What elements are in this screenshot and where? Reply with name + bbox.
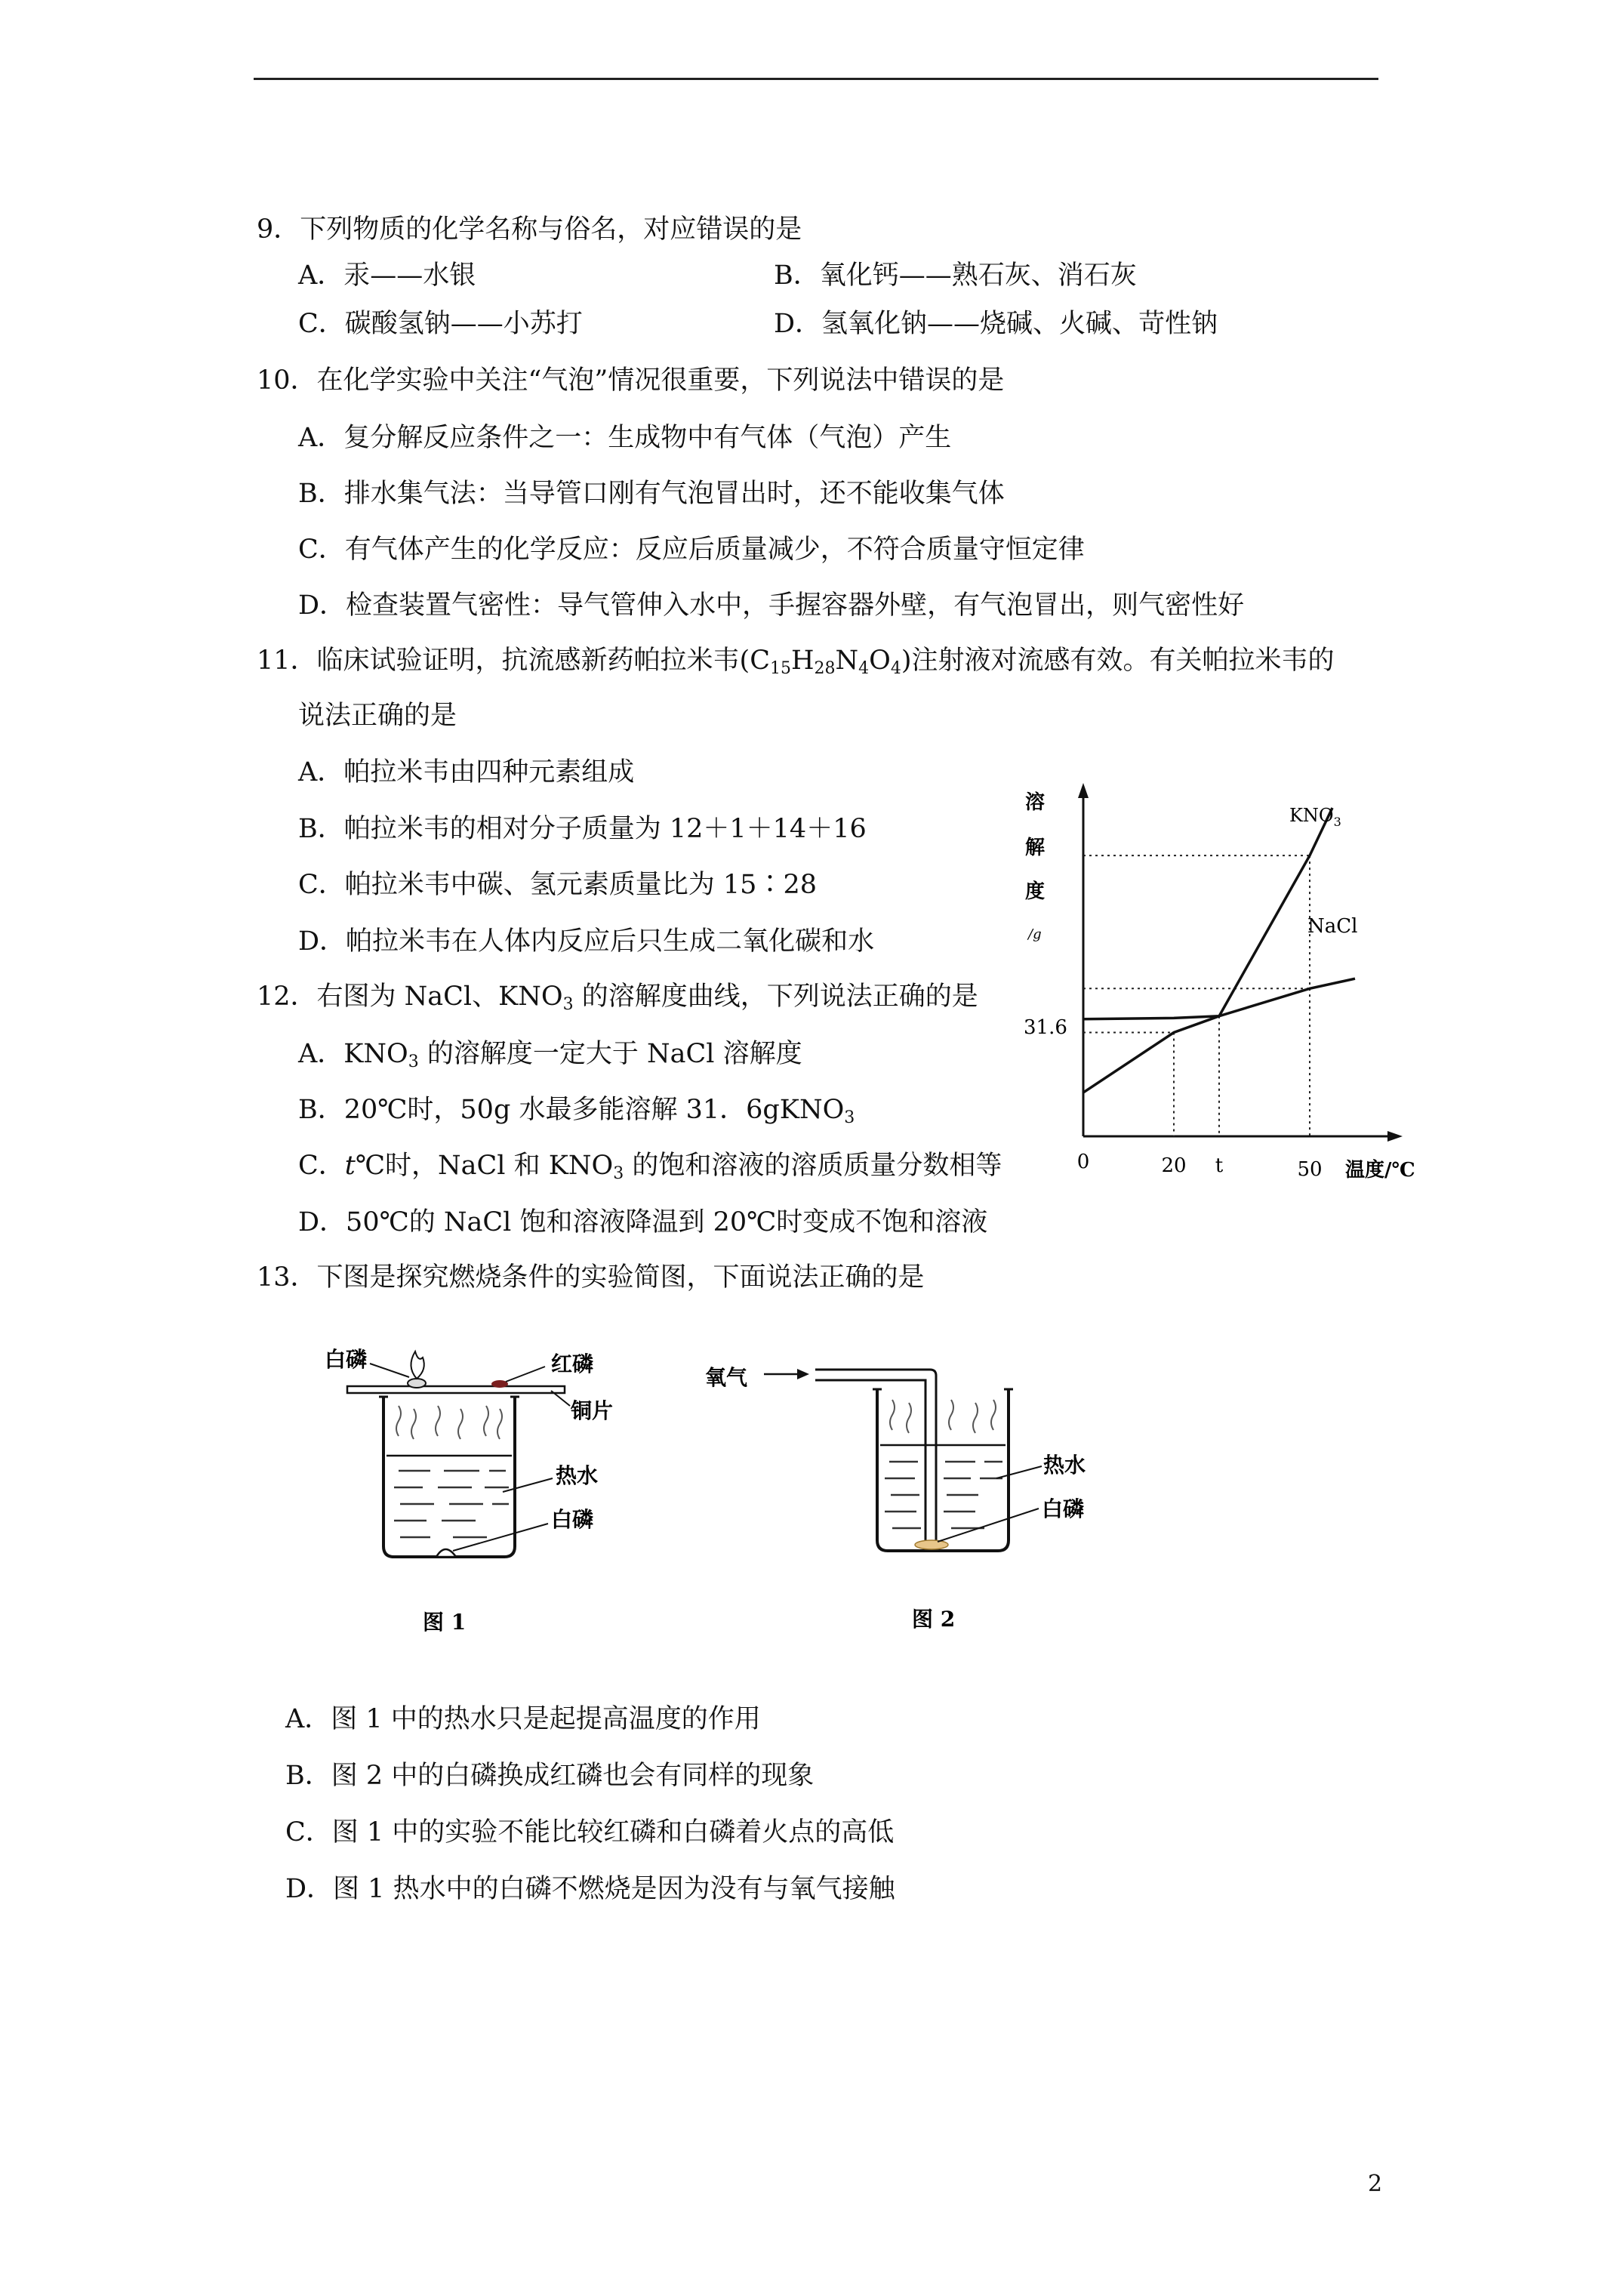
q10-option-d: D．检查装置气密性：导气管伸入水中，手握容器外壁，有气泡冒出，则气密性好 [298,590,1245,621]
fig2-steam-marks [890,1400,996,1433]
kno3-curve [1083,808,1332,1093]
q12-stem: 12．右图为 NaCl、$KNO_3$ 的溶解度曲线，下列说法正确的是 [257,982,978,1014]
solubility-chart [1012,774,1419,1185]
fig1-water-dashes [394,1471,509,1537]
fig1-caption: 图 1 [423,1610,467,1635]
q13-option-a: A．图 1 中的热水只是起提高温度的作用 [285,1704,761,1734]
q10-option-a: A．复分解反应条件之一：生成物中有气体（气泡）产生 [298,423,952,453]
q11-stem-line2: 说法正确的是 [298,701,457,731]
fig1-copper-plate [347,1386,565,1393]
q13-option-c: C．图 1 中的实验不能比较红磷和白磷着火点的高低 [285,1817,895,1848]
page-number: 2 [1368,2171,1383,2197]
fig1-flame-icon [411,1351,423,1379]
fig1-red-phosphorus [491,1380,508,1388]
q10-stem: 10．在化学实验中关注“气泡”情况很重要，下列说法中错误的是 [257,365,1005,396]
fig2-white-phosphorus [915,1540,948,1549]
fig2-beaker [877,1389,1009,1551]
fig1-white-phosphorus-top [408,1379,426,1388]
y-axis-arrow [1078,783,1089,798]
fig1-label-white-phosphorus-bottom: 白磷 [551,1507,594,1532]
nacl-curve [1083,978,1355,1019]
q12-option-b: B．20℃时，50g 水最多能溶解 31．6gKNO$_3$ [298,1095,855,1127]
q11-option-b: B．帕拉米韦的相对分子质量为 12＋1＋14＋16 [298,814,867,844]
q11-option-d: D．帕拉米韦在人体内反应后只生成二氧化碳和水 [298,926,875,957]
fig2-label-white-phosphorus: 白磷 [1042,1496,1085,1521]
fig2-water-dashes [885,1462,1002,1528]
q10-option-c: C．有气体产生的化学反应：反应后质量减少，不符合质量守恒定律 [298,535,1085,565]
q12-option-c: C．t℃时，NaCl 和 $KNO_3$ 的饱和溶液的溶质质量分数相等 [298,1151,1002,1183]
fig1-label-hot-water: 热水 [556,1463,599,1488]
fig1-label-copper: 铜片 [571,1398,614,1423]
x-axis-arrow [1387,1131,1403,1142]
x-tick-t: t [1215,1154,1224,1177]
fig1-label-white-phosphorus-top: 白磷 [325,1347,368,1372]
fig1-label-red-phosphorus: 红磷 [551,1351,594,1376]
q11-stem: 11．临床试验证明，抗流感新药帕拉米韦$(C_{15}H_{28}N_4O_4)$注射液对流感有效。有关帕拉米韦的 [257,646,1335,678]
q12-option-a: A．$KNO_3$ 的溶解度一定大于 NaCl 溶解度 [298,1039,802,1071]
nacl-label: NaCl [1307,915,1358,938]
q13-option-b: B．图 2 中的白磷换成红磷也会有同样的现象 [285,1761,815,1791]
fig1-beaker [383,1397,515,1557]
q9-stem: 9．下列物质的化学名称与俗名，对应错误的是 [257,214,802,245]
q10-option-b: B．排水集气法：当导管口刚有气泡冒出时，还不能收集气体 [298,479,1005,509]
ylabel-char-2: 解 [1025,837,1046,859]
ylabel-char-1: 溶 [1025,791,1046,814]
q9-option-a: A．汞——水银 [298,260,476,291]
ylabel-char-3: 度 [1025,880,1046,903]
q9-option-b: B．氧化钙——熟石灰、消石灰 [774,260,1137,291]
y-tick-31-6: 31.6 [1024,1016,1067,1039]
figure-1 [325,1344,642,1661]
kno3-label: $KNO_3$ [1289,805,1341,829]
q9-option-d: D．氢氧化钠——烧碱、火碱、苛性钠 [774,309,1218,339]
fig1-steam-marks [396,1406,502,1439]
q11-option-a: A．帕拉米韦由四种元素组成 [298,757,635,787]
x-tick-50: 50 [1297,1158,1323,1181]
header-rule [254,78,1378,80]
x-tick-0: 0 [1076,1151,1090,1173]
fig2-label-oxygen: 氧气 [705,1365,748,1390]
q13-stem: 13．下图是探究燃烧条件的实验简图，下面说法正确的是 [257,1262,925,1293]
q12-option-d: D．50℃的 NaCl 饱和溶液降温到 20℃时变成不饱和溶液 [298,1207,988,1237]
q13-option-d: D．图 1 热水中的白磷不燃烧是因为没有与氧气接触 [285,1874,895,1904]
figure-2 [694,1351,1117,1653]
x-tick-20: 20 [1161,1154,1187,1177]
x-axis-label: 温度/℃ [1345,1159,1415,1182]
fig2-caption: 图 2 [912,1607,956,1632]
q9-option-c: C．碳酸氢钠——小苏打 [298,309,583,339]
ylabel-char-4: /g [1028,926,1042,942]
q11-option-c: C．帕拉米韦中碳、氢元素质量比为 15∶28 [298,870,817,900]
fig2-label-hot-water: 热水 [1043,1453,1086,1478]
